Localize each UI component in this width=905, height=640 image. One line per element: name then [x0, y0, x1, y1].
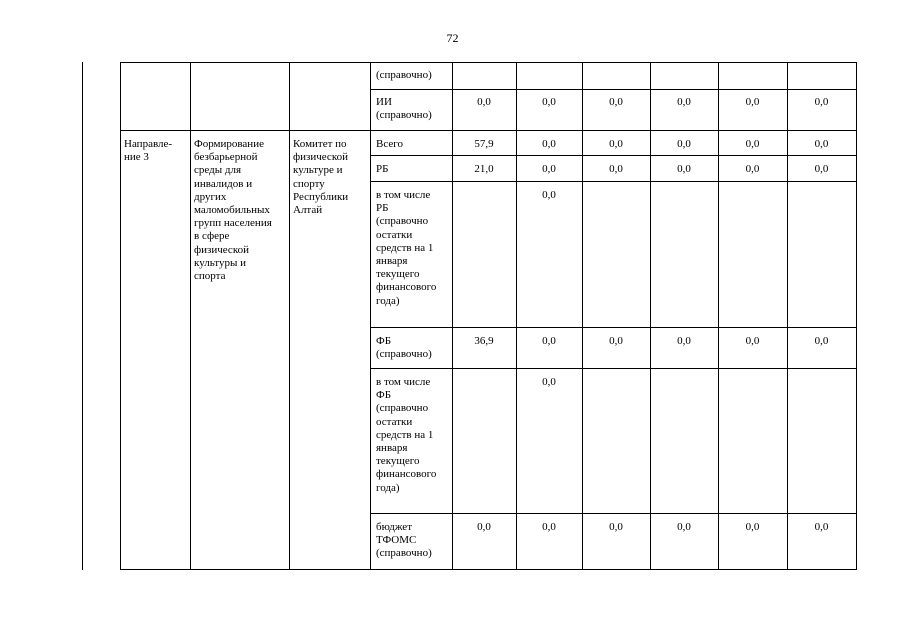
value-cell: 0,0	[609, 335, 623, 347]
grid-line	[120, 569, 857, 570]
value-cell: 0,0	[609, 521, 623, 533]
source-label: РБ	[376, 163, 389, 175]
value-cell: 0,0	[609, 138, 623, 150]
value-cell: 0,0	[677, 96, 691, 108]
value-cell: 0,0	[814, 335, 829, 347]
source-label: в том числе ФБ (справочно остатки средств на 1 января текущего финансового года)	[376, 376, 437, 494]
value-cell: 0,0	[814, 521, 829, 533]
grid-line	[370, 62, 371, 570]
grid-line	[370, 368, 857, 369]
value-cell: 0,0	[542, 521, 556, 533]
value-cell: 0,0	[814, 96, 829, 108]
source-label: Всего	[376, 138, 403, 150]
value-cell: 21,0	[474, 163, 494, 175]
value-cell: 0,0	[477, 96, 491, 108]
source-label: ИИ (справочно)	[376, 96, 432, 122]
measure-description: Формирование безбарьерной среды для инвалидов и других маломобильных групп населения в сфере физической культуры и спорта	[194, 138, 272, 283]
value-cell: 0,0	[542, 138, 556, 150]
grid-line	[190, 62, 191, 570]
value-cell: 0,0	[814, 163, 829, 175]
grid-line	[120, 62, 857, 63]
source-label: ФБ (справочно)	[376, 335, 432, 361]
source-label: (справочно)	[376, 69, 432, 81]
value-cell: 0,0	[677, 521, 691, 533]
value-cell: 0,0	[542, 96, 556, 108]
grid-line	[856, 62, 857, 570]
grid-line	[370, 155, 857, 156]
grid-line	[82, 62, 83, 570]
value-cell: 0,0	[814, 138, 829, 150]
value-cell: 0,0	[745, 96, 760, 108]
grid-line	[120, 130, 857, 131]
source-label: бюджет ТФОМС (справочно)	[376, 521, 432, 560]
page-number: 72	[446, 31, 459, 45]
grid-line	[289, 62, 290, 570]
value-cell: 0,0	[745, 335, 760, 347]
grid-line	[370, 89, 857, 90]
value-cell: 0,0	[677, 163, 691, 175]
value-cell: 0,0	[542, 376, 556, 388]
grid-line	[120, 62, 121, 570]
value-cell: 0,0	[542, 163, 556, 175]
grid-line	[370, 513, 857, 514]
value-cell: 0,0	[745, 163, 760, 175]
value-cell: 36,9	[474, 335, 494, 347]
value-cell: 0,0	[609, 96, 623, 108]
grid-line	[370, 181, 857, 182]
direction-name: Направле- ние 3	[124, 138, 173, 164]
executor-name: Комитет по физической культуре и спорту Республики Алтай	[293, 138, 349, 217]
budget-table	[82, 62, 857, 570]
value-cell: 0,0	[477, 521, 491, 533]
value-cell: 0,0	[677, 138, 691, 150]
source-label: в том числе РБ (справочно остатки средств на 1 января текущего финансового года)	[376, 189, 437, 307]
value-cell: 57,9	[474, 138, 494, 150]
grid-line	[370, 327, 857, 328]
value-cell: 0,0	[677, 335, 691, 347]
value-cell: 0,0	[609, 163, 623, 175]
value-cell: 0,0	[542, 189, 556, 201]
value-cell: 0,0	[745, 521, 760, 533]
value-cell: 0,0	[542, 335, 556, 347]
value-cell: 0,0	[745, 138, 760, 150]
